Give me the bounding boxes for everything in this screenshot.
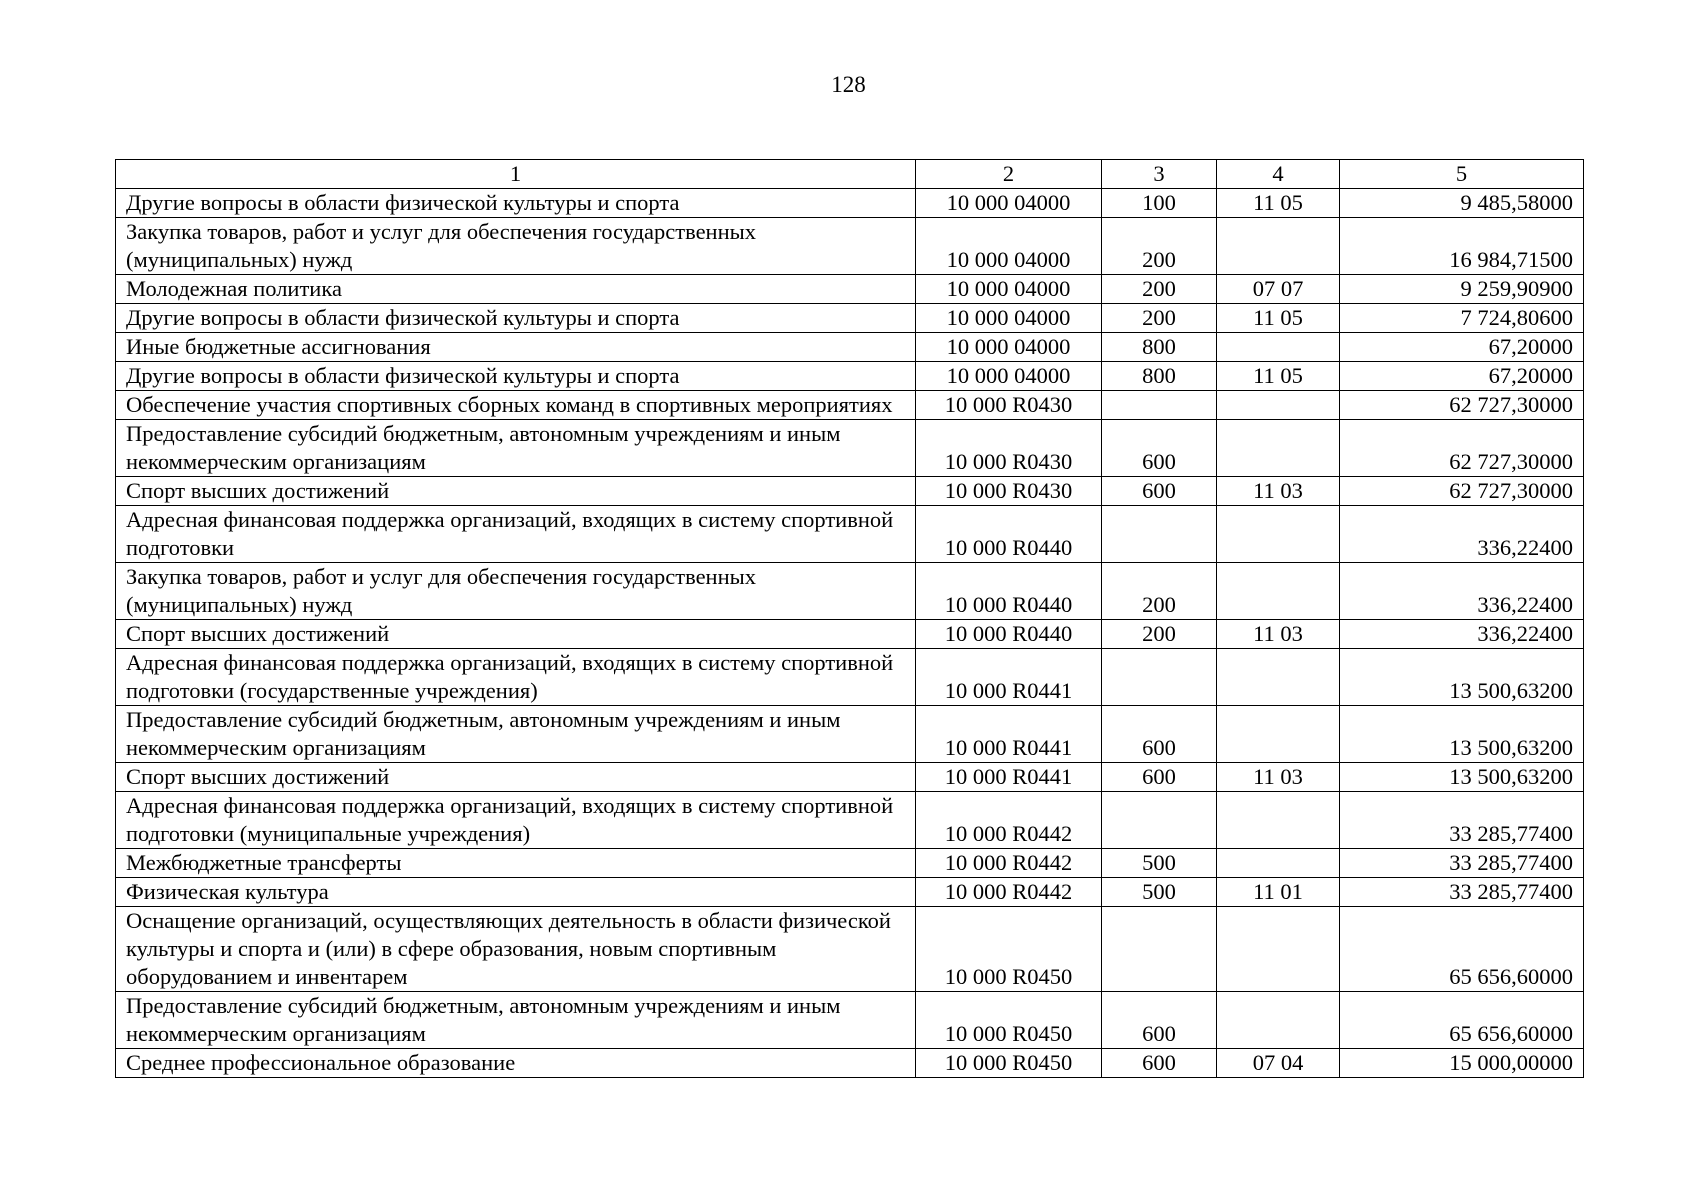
row-name-cell: Физическая культура <box>116 878 916 907</box>
page-number: 128 <box>831 72 866 97</box>
row-expense-type-cell: 600 <box>1102 992 1217 1049</box>
table-row <box>116 1049 1584 1078</box>
row-code-cell: 10 000 R0450 <box>916 992 1102 1049</box>
row-amount-cell: 62 727,30000 <box>1340 477 1584 506</box>
row-section-cell <box>1217 563 1340 620</box>
row-code-cell: 10 000 R0442 <box>916 849 1102 878</box>
row-expense-type-cell: 600 <box>1102 420 1217 477</box>
row-code-cell: 10 000 R0441 <box>916 763 1102 792</box>
row-expense-type-cell: 200 <box>1102 275 1217 304</box>
row-name-cell: Спорт высших достижений <box>116 477 916 506</box>
row-name-cell: Другие вопросы в области физической культуры и спорта <box>116 189 916 218</box>
row-expense-type-cell: 200 <box>1102 218 1217 275</box>
row-expense-type-cell: 500 <box>1102 878 1217 907</box>
row-section-cell <box>1217 849 1340 878</box>
table-row <box>116 218 1584 275</box>
table-row <box>116 304 1584 333</box>
row-code-cell: 10 000 R0441 <box>916 649 1102 706</box>
row-section-cell: 11 05 <box>1217 304 1340 333</box>
column-header-3: 3 <box>1102 160 1217 189</box>
row-amount-cell: 336,22400 <box>1340 620 1584 649</box>
table-row <box>116 420 1584 477</box>
row-code-cell: 10 000 R0430 <box>916 420 1102 477</box>
row-section-cell <box>1217 218 1340 275</box>
table-row <box>116 391 1584 420</box>
row-name-cell: Молодежная политика <box>116 275 916 304</box>
row-amount-cell: 13 500,63200 <box>1340 706 1584 763</box>
row-amount-cell: 9 485,58000 <box>1340 189 1584 218</box>
row-section-cell: 11 03 <box>1217 763 1340 792</box>
budget-table <box>115 159 1584 1078</box>
row-amount-cell: 336,22400 <box>1340 563 1584 620</box>
row-code-cell: 10 000 R0440 <box>916 620 1102 649</box>
table-row <box>116 275 1584 304</box>
row-code-cell: 10 000 R0441 <box>916 706 1102 763</box>
row-name-cell: Адресная финансовая поддержка организаций, входящих в систему спортивной подготовки (муниципальные учреждения) <box>116 792 916 849</box>
row-code-cell: 10 000 R0450 <box>916 1049 1102 1078</box>
row-code-cell: 10 000 04000 <box>916 333 1102 362</box>
row-name-cell: Адресная финансовая поддержка организаций, входящих в систему спортивной подготовки (государственные учреждения) <box>116 649 916 706</box>
table-header-row <box>116 160 1584 189</box>
row-amount-cell: 65 656,60000 <box>1340 907 1584 992</box>
row-name-cell: Закупка товаров, работ и услуг для обеспечения государственных (муниципальных) нужд <box>116 218 916 275</box>
table-row <box>116 849 1584 878</box>
row-code-cell: 10 000 R0440 <box>916 506 1102 563</box>
row-amount-cell: 16 984,71500 <box>1340 218 1584 275</box>
row-section-cell <box>1217 907 1340 992</box>
row-expense-type-cell: 600 <box>1102 1049 1217 1078</box>
row-amount-cell: 7 724,80600 <box>1340 304 1584 333</box>
table-row <box>116 333 1584 362</box>
table-row <box>116 506 1584 563</box>
row-section-cell <box>1217 992 1340 1049</box>
row-code-cell: 10 000 R0450 <box>916 907 1102 992</box>
row-expense-type-cell: 600 <box>1102 706 1217 763</box>
row-section-cell: 11 05 <box>1217 362 1340 391</box>
row-name-cell: Спорт высших достижений <box>116 620 916 649</box>
table-row <box>116 763 1584 792</box>
row-expense-type-cell: 600 <box>1102 763 1217 792</box>
row-name-cell: Иные бюджетные ассигнования <box>116 333 916 362</box>
row-name-cell: Другие вопросы в области физической культуры и спорта <box>116 362 916 391</box>
row-code-cell: 10 000 04000 <box>916 362 1102 391</box>
row-name-cell: Спорт высших достижений <box>116 763 916 792</box>
row-name-cell: Межбюджетные трансферты <box>116 849 916 878</box>
row-code-cell: 10 000 04000 <box>916 275 1102 304</box>
row-code-cell: 10 000 R0442 <box>916 878 1102 907</box>
row-section-cell: 11 05 <box>1217 189 1340 218</box>
row-amount-cell: 336,22400 <box>1340 506 1584 563</box>
column-header-1: 1 <box>116 160 916 189</box>
row-name-cell: Обеспечение участия спортивных сборных команд в спортивных мероприятиях <box>116 391 916 420</box>
row-name-cell: Предоставление субсидий бюджетным, автономным учреждениям и иным некоммерческим организациям <box>116 706 916 763</box>
row-section-cell <box>1217 333 1340 362</box>
row-expense-type-cell: 800 <box>1102 333 1217 362</box>
row-name-cell: Предоставление субсидий бюджетным, автономным учреждениям и иным некоммерческим организациям <box>116 992 916 1049</box>
row-code-cell: 10 000 04000 <box>916 304 1102 333</box>
row-expense-type-cell: 600 <box>1102 477 1217 506</box>
row-section-cell <box>1217 391 1340 420</box>
row-expense-type-cell <box>1102 506 1217 563</box>
row-expense-type-cell: 100 <box>1102 189 1217 218</box>
row-section-cell: 07 07 <box>1217 275 1340 304</box>
row-expense-type-cell: 200 <box>1102 304 1217 333</box>
row-code-cell: 10 000 R0430 <box>916 477 1102 506</box>
row-expense-type-cell <box>1102 792 1217 849</box>
row-amount-cell: 13 500,63200 <box>1340 763 1584 792</box>
row-code-cell: 10 000 R0440 <box>916 563 1102 620</box>
row-amount-cell: 9 259,90900 <box>1340 275 1584 304</box>
table-row <box>116 477 1584 506</box>
row-expense-type-cell: 500 <box>1102 849 1217 878</box>
row-expense-type-cell <box>1102 907 1217 992</box>
row-name-cell: Другие вопросы в области физической культуры и спорта <box>116 304 916 333</box>
row-section-cell <box>1217 420 1340 477</box>
row-amount-cell: 33 285,77400 <box>1340 792 1584 849</box>
row-section-cell: 11 03 <box>1217 477 1340 506</box>
row-section-cell: 11 01 <box>1217 878 1340 907</box>
row-name-cell: Адресная финансовая поддержка организаций, входящих в систему спортивной подготовки <box>116 506 916 563</box>
row-code-cell: 10 000 R0430 <box>916 391 1102 420</box>
row-section-cell <box>1217 792 1340 849</box>
row-code-cell: 10 000 04000 <box>916 189 1102 218</box>
row-expense-type-cell: 200 <box>1102 563 1217 620</box>
row-amount-cell: 33 285,77400 <box>1340 878 1584 907</box>
table-row <box>116 189 1584 218</box>
row-code-cell: 10 000 04000 <box>916 218 1102 275</box>
row-amount-cell: 33 285,77400 <box>1340 849 1584 878</box>
row-code-cell: 10 000 R0442 <box>916 792 1102 849</box>
column-header-4: 4 <box>1217 160 1340 189</box>
row-section-cell: 07 04 <box>1217 1049 1340 1078</box>
row-amount-cell: 15 000,00000 <box>1340 1049 1584 1078</box>
row-section-cell <box>1217 506 1340 563</box>
row-expense-type-cell <box>1102 649 1217 706</box>
row-expense-type-cell: 800 <box>1102 362 1217 391</box>
table-row <box>116 563 1584 620</box>
row-amount-cell: 67,20000 <box>1340 362 1584 391</box>
row-amount-cell: 62 727,30000 <box>1340 420 1584 477</box>
row-amount-cell: 13 500,63200 <box>1340 649 1584 706</box>
row-amount-cell: 65 656,60000 <box>1340 992 1584 1049</box>
table-row <box>116 907 1584 992</box>
table-row <box>116 792 1584 849</box>
row-name-cell: Закупка товаров, работ и услуг для обеспечения государственных (муниципальных) нужд <box>116 563 916 620</box>
column-header-5: 5 <box>1340 160 1584 189</box>
row-section-cell <box>1217 649 1340 706</box>
row-name-cell: Предоставление субсидий бюджетным, автономным учреждениям и иным некоммерческим организациям <box>116 420 916 477</box>
row-expense-type-cell <box>1102 391 1217 420</box>
table-row <box>116 362 1584 391</box>
column-header-2: 2 <box>916 160 1102 189</box>
table-row <box>116 620 1584 649</box>
row-amount-cell: 62 727,30000 <box>1340 391 1584 420</box>
table-row <box>116 649 1584 706</box>
row-expense-type-cell: 200 <box>1102 620 1217 649</box>
row-name-cell: Среднее профессиональное образование <box>116 1049 916 1078</box>
row-section-cell: 11 03 <box>1217 620 1340 649</box>
row-section-cell <box>1217 706 1340 763</box>
row-name-cell: Оснащение организаций, осуществляющих деятельность в области физической культуры и спорта и (или) в сфере образования, новым спортивным оборудованием и инвентарем <box>116 907 916 992</box>
table-row <box>116 992 1584 1049</box>
table-row <box>116 706 1584 763</box>
table-row <box>116 878 1584 907</box>
row-amount-cell: 67,20000 <box>1340 333 1584 362</box>
